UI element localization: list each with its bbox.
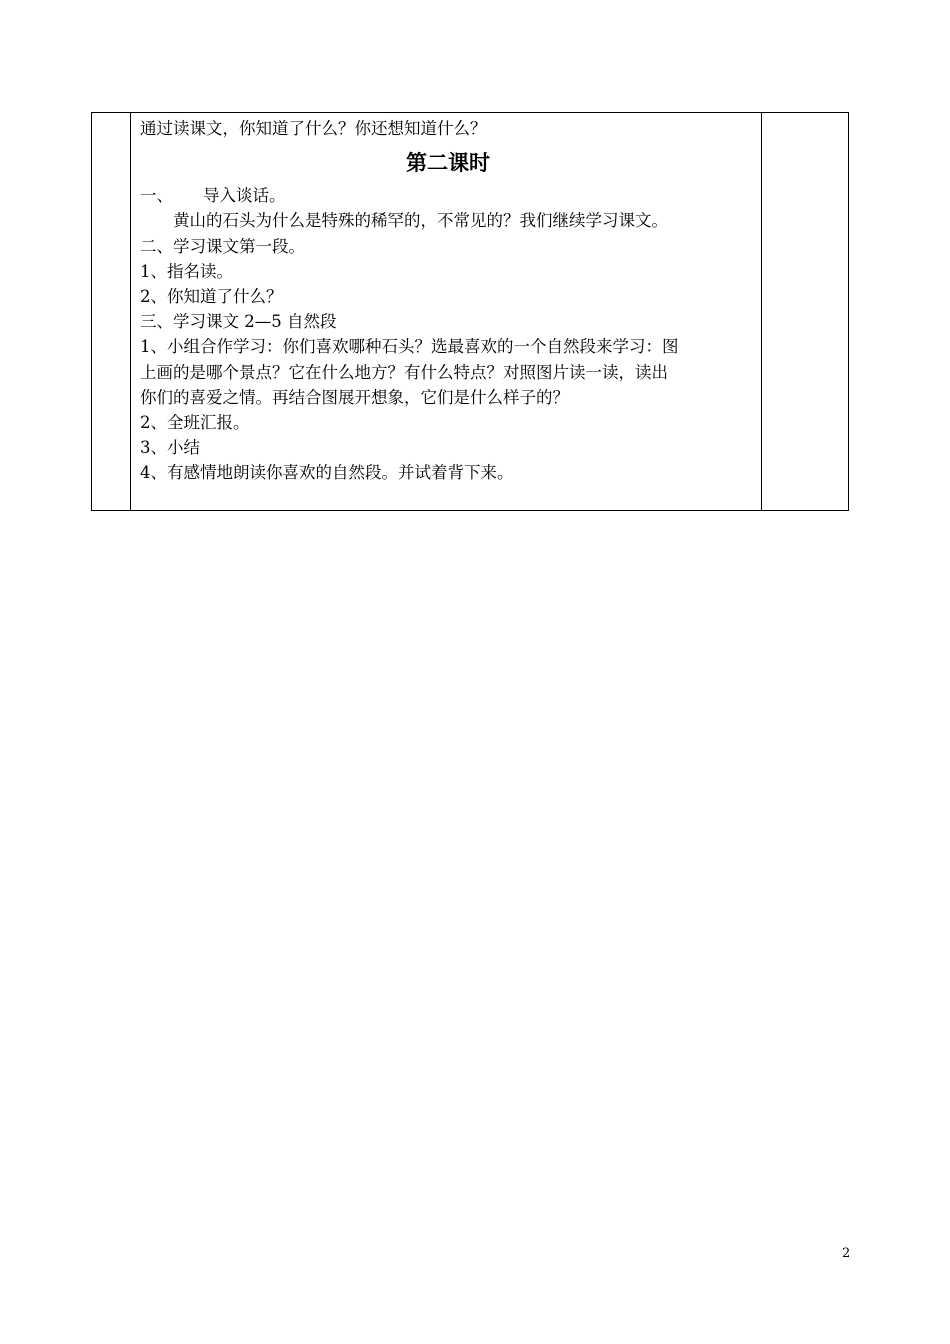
section3-title: 三、学习课文 2—5 自然段 <box>140 312 337 332</box>
section1-text: 黄山的石头为什么是特殊的稀罕的，不常见的？我们继续学习课文。 <box>173 211 668 231</box>
section3-item1-line: 上画的是哪个景点？它在什么地方？有什么特点？对照图片读一读，读出 <box>140 362 668 382</box>
right-notes-column <box>762 113 848 510</box>
lesson-plan-table <box>91 112 849 511</box>
section3-item: 3、小结 <box>140 438 200 458</box>
lesson-heading: 第二课时 <box>406 151 490 176</box>
section3-item1-line: 1、小组合作学习：你们喜欢哪种石头？选最喜欢的一个自然段来学习：图 <box>140 337 679 357</box>
section1-number: 一、 <box>140 186 173 206</box>
lesson-content-cell <box>131 113 762 510</box>
section3-item: 4、有感情地朗读你喜欢的自然段。并试着背下来。 <box>140 463 514 483</box>
page-number: 2 <box>842 1246 851 1261</box>
section2-item: 2、你知道了什么？ <box>140 287 283 307</box>
intro-question: 通过读课文，你知道了什么？你还想知道什么？ <box>140 119 487 138</box>
section2-item: 1、指名读。 <box>140 261 233 281</box>
section1-title <box>140 183 761 208</box>
left-margin-column <box>92 113 131 510</box>
section2-title: 二、学习课文第一段。 <box>140 236 305 256</box>
section3-item: 2、全班汇报。 <box>140 413 250 433</box>
section3-item1-line: 你们的喜爱之情。再结合图展开想象，它们是什么样子的？ <box>140 387 569 407</box>
section1-title-text: 导入谈话。 <box>203 186 286 206</box>
